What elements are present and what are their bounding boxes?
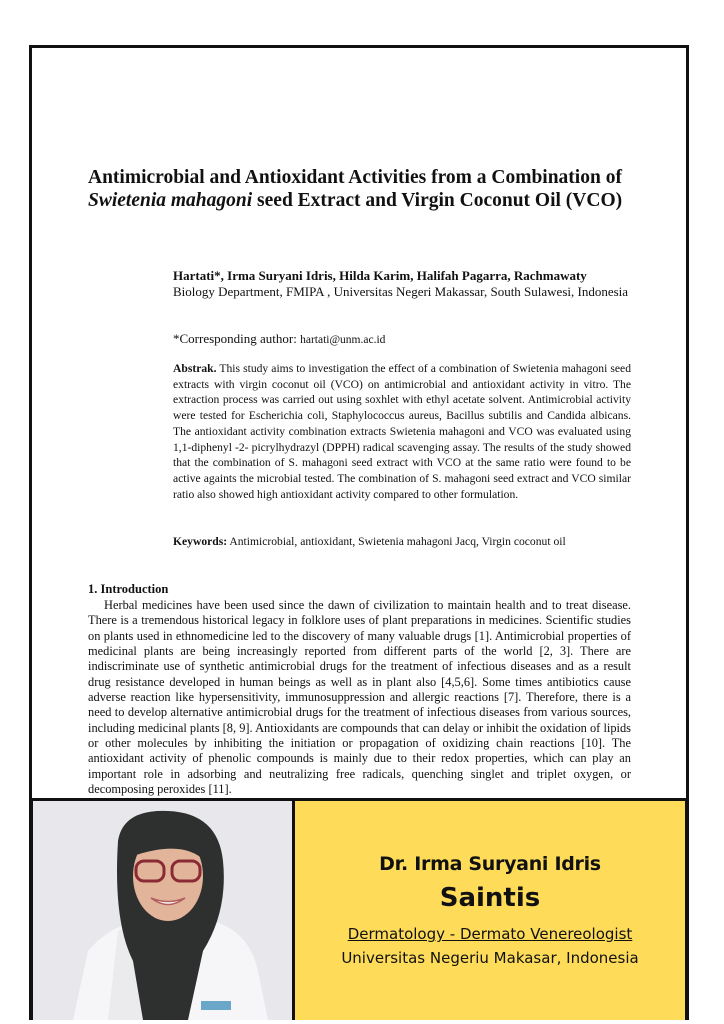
corresponding-author: *Corresponding author: hartati@unm.ac.id [173, 331, 386, 346]
abstract-text: This study aims to investigation the effect of a combination of Swietenia mahagoni seed extracts with virgin coconut oil (VCO) on antimicrobial and antioxidant activity in vitro. The extraction process was carried out using soxhlet with ethyl acetate solvent. Antimicrobial activity were tested for Escherichia coli, Staphylococcus aureus, Bacillus subtilis and Candida albicans. The antioxidant activity combination extracts Swietenia mahagoni and VCO was evaluated using 1,1-diphenyl -2- picrylhydrazyl (DPPH) radical scavenging assay. The results of the study showed that the combination of S. mahagoni seed extract with VCO at the same ratio were found to be active againts the microbial tested. The combination of S. mahagoni seed extract and VCO similar ratio also showed high antioxidant activity compared to other formulation. [173, 362, 631, 501]
section-heading-introduction: 1. Introduction [88, 582, 169, 596]
abstract [173, 361, 631, 502]
affiliation: Biology Department, FMIPA , Universitas Negeri Makassar, South Sulawesi, Indonesia [173, 284, 629, 299]
author-title: Saintis [439, 883, 541, 913]
keywords [173, 535, 566, 548]
portrait-illustration [33, 801, 292, 1020]
authors: Hartati*, Irma Suryani Idris, Hilda Karim, Halifah Pagarra, Rachmawaty [173, 268, 587, 283]
author-photo [33, 801, 292, 1020]
paper-title: Antimicrobial and Antioxidant Activities from a Combination of Swietenia mahagoni seed Extract and Virgin Coconut Oil (VCO) [88, 167, 623, 211]
author-block [173, 268, 643, 300]
abstract-label: Abstrak. [173, 362, 217, 375]
introduction-text: Herbal medicines have been used since the dawn of civilization to maintain health and to treat disease. There is a tremendous historical legacy in folklore uses of plant preparations in medicines. Scientific studies on plants used in ethnomedicine led to the discovery of many valuable drugs [1]. Antimicrobial properties of medicinal plants are being increasingly reported from different parts of the world [2, 3]. There are indiscriminate use of synthetic antimicrobial drugs for the treatment of infectious diseases and as a result drug resistance developed in human beings as well as in plant also [4,5,6]. Some times antibiotics cause adverse reaction like hypersensitivity, immunosuppression and allergic reactions [7]. Therefore, there is a need to develop alternative antimicrobial drugs for the treatment of infectious diseases from various sources, including medicinal plants [8, 9]. Antioxidants are compounds that can delay or inhibit the oxidation of lipids or other molecules by inhibiting the initiation or propagation of oxidizing chain reactions [10]. The antioxidant activity of phenolic compounds is mainly due to their redox properties, which can play an important role in adsorbing and neutralizing free radicals, quenching singlet and triplet oxygen, or decomposing peroxides [11]. [88, 598, 631, 797]
author-name: Dr. Irma Suryani Idris [379, 853, 601, 875]
author-info-panel [295, 801, 685, 1020]
author-email[interactable]: hartati@unm.ac.id [300, 334, 386, 346]
author-banner [30, 798, 688, 1020]
author-specialty: Dermatology - Dermato Venereologist [347, 925, 633, 943]
keywords-label: Keywords: [173, 535, 228, 548]
author-university: Universitas Negeriu Makasar, Indonesia [341, 949, 639, 967]
title-species: Swietenia mahagoni [88, 190, 253, 211]
keywords-text: Antimicrobial, antioxidant, Swietenia mahagoni Jacq, Virgin coconut oil [227, 535, 566, 548]
